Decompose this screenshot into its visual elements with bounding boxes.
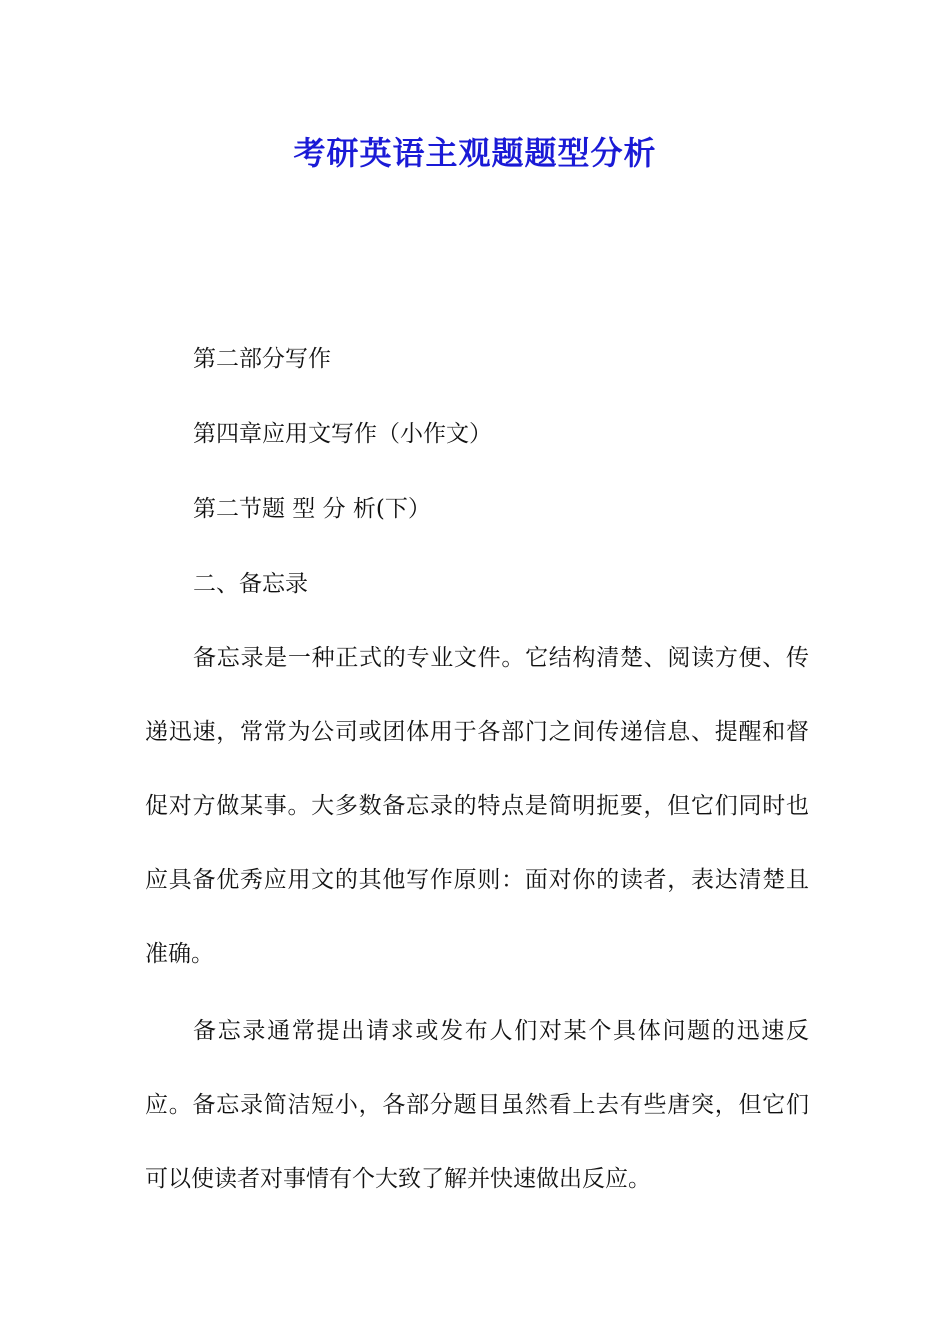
part-heading: 第二部分写作 xyxy=(193,346,331,372)
subsection-heading: 二、备忘录 xyxy=(193,571,308,597)
document-title: 考研英语主观题题型分析 xyxy=(293,134,657,172)
body-paragraph: 备忘录是一种正式的专业文件。它结构清楚、阅读方便、传递迅速，常常为公司或团体用于各部门之间传递信息、提醒和督促对方做某事。大多数备忘录的特点是简明扼要，但它们同时也应具备优秀应用文的其他写作原则：面对你的读者，表达清楚且准确。 xyxy=(145,645,809,967)
body-paragraph: 备忘录通常提出请求或发布人们对某个具体问题的迅速反应。备忘录简洁短小，各部分题目虽然看上去有些唐突，但它们可以使读者对事情有个大致了解并快速做出反应。 xyxy=(145,1018,809,1192)
section-heading: 第二节题 型 分 析(下） xyxy=(193,496,431,522)
chapter-heading: 第四章应用文写作（小作文） xyxy=(193,421,492,447)
